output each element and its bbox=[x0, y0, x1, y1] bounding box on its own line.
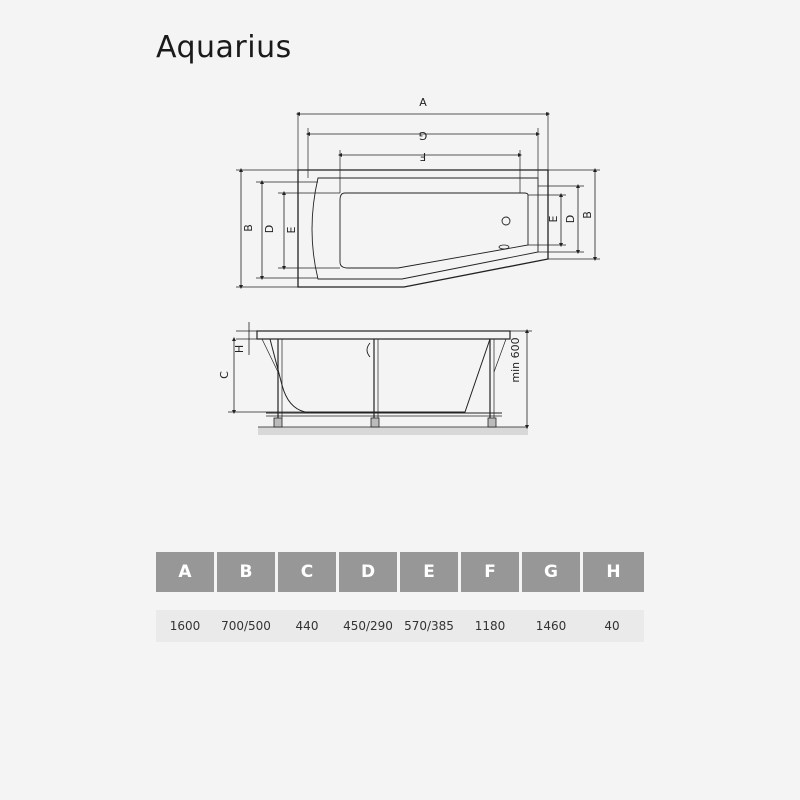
label-d-left: D bbox=[263, 224, 276, 234]
floor bbox=[258, 427, 528, 435]
label-e-left: E bbox=[285, 226, 298, 234]
foot-mid bbox=[371, 418, 379, 427]
drain-top bbox=[502, 217, 510, 225]
label-e-right: E bbox=[547, 215, 560, 223]
overflow-top bbox=[499, 245, 509, 249]
header-c: C bbox=[278, 552, 339, 592]
value-f: 1180 bbox=[461, 610, 522, 642]
header-d: D bbox=[339, 552, 400, 592]
tub-basin-top bbox=[340, 193, 528, 268]
tub-rim-side bbox=[257, 331, 510, 339]
header-h: H bbox=[583, 552, 644, 592]
label-b-left: B bbox=[242, 224, 255, 232]
header-f: F bbox=[461, 552, 522, 592]
label-d-right: D bbox=[564, 214, 577, 224]
top-view bbox=[236, 112, 600, 287]
foot-right bbox=[488, 418, 496, 427]
header-b: B bbox=[217, 552, 278, 592]
label-h: H bbox=[233, 344, 246, 354]
dimensions-table bbox=[156, 552, 644, 642]
header-a: A bbox=[156, 552, 217, 592]
label-a: A bbox=[419, 96, 427, 109]
value-e: 570/385 bbox=[400, 610, 461, 642]
header-g: G bbox=[522, 552, 583, 592]
label-c: C bbox=[218, 371, 231, 379]
side-view bbox=[228, 322, 532, 435]
value-b: 700/500 bbox=[217, 610, 278, 642]
tub-body-side bbox=[270, 339, 490, 412]
value-h: 40 bbox=[583, 610, 644, 642]
label-g: G bbox=[418, 129, 428, 142]
tub-outline-top bbox=[298, 170, 548, 287]
table-row bbox=[156, 610, 644, 642]
value-c: 440 bbox=[278, 610, 339, 642]
label-min-600: min 600 bbox=[509, 337, 522, 383]
table-header-row bbox=[156, 552, 644, 592]
header-e: E bbox=[400, 552, 461, 592]
label-f: F bbox=[419, 150, 427, 163]
value-a: 1600 bbox=[156, 610, 217, 642]
value-g: 1460 bbox=[522, 610, 583, 642]
label-b-right: B bbox=[581, 211, 594, 219]
product-title: Aquarius bbox=[156, 30, 292, 65]
value-d: 450/290 bbox=[339, 610, 400, 642]
foot-left bbox=[274, 418, 282, 427]
